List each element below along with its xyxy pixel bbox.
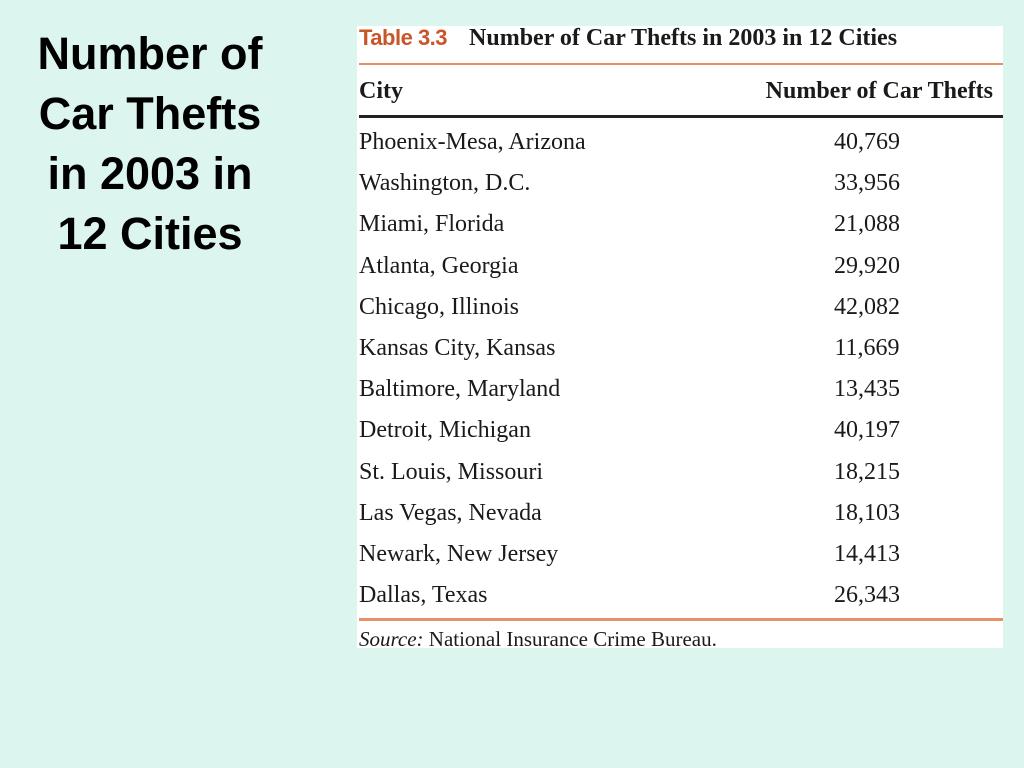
city-cell: Washington, D.C.	[359, 170, 531, 197]
table-image	[357, 26, 1003, 648]
count-cell: 13,435	[834, 376, 900, 403]
count-cell: 18,103	[834, 499, 900, 526]
city-cell: Las Vegas, Nevada	[359, 499, 542, 526]
table-row	[359, 209, 1003, 250]
slide-title-line: Car Thefts	[38, 88, 262, 139]
table-row	[359, 333, 1003, 374]
table-row	[359, 168, 1003, 209]
count-cell: 14,413	[834, 540, 900, 567]
count-cell: 11,669	[834, 334, 900, 361]
count-cell: 26,343	[834, 582, 900, 609]
column-header-count: Number of Car Thefts	[765, 78, 993, 104]
caption-divider	[359, 63, 1003, 65]
table-header	[359, 76, 993, 108]
source-label: Source:	[359, 627, 424, 648]
city-cell: Phoenix-Mesa, Arizona	[359, 129, 586, 155]
slide-title-line: Number of	[37, 28, 263, 79]
count-cell: 40,769	[834, 129, 900, 155]
table-title: Number of Car Thefts in 2003 in 12 Cities	[469, 26, 898, 51]
city-cell: Newark, New Jersey	[359, 540, 559, 567]
city-cell: Baltimore, Maryland	[359, 376, 561, 403]
slide-title-line: 12 Cities	[57, 208, 243, 259]
count-cell: 33,956	[834, 170, 900, 197]
table-row	[359, 498, 1003, 539]
footer-divider	[359, 618, 1003, 621]
count-cell: 21,088	[834, 211, 900, 238]
table-row	[359, 374, 1003, 415]
table-label: Table 3.3	[359, 26, 448, 50]
count-cell: 29,920	[834, 252, 900, 279]
city-cell: Dallas, Texas	[359, 582, 488, 609]
slide-title	[0, 24, 300, 264]
table-row	[359, 292, 1003, 333]
slide-title-line: in 2003 in	[47, 148, 253, 199]
table-row	[359, 415, 1003, 456]
table-row	[359, 127, 1003, 168]
source-text: National Insurance Crime Bureau.	[428, 627, 717, 648]
count-cell: 42,082	[834, 293, 900, 320]
table-source	[359, 626, 717, 648]
city-cell: Miami, Florida	[359, 211, 505, 238]
table-row	[359, 580, 1003, 621]
city-cell: Kansas City, Kansas	[359, 334, 556, 361]
count-cell: 18,215	[834, 458, 900, 485]
table-body	[359, 127, 1003, 621]
table-row	[359, 539, 1003, 580]
city-cell: St. Louis, Missouri	[359, 458, 544, 485]
table-row	[359, 251, 1003, 292]
column-header-city: City	[359, 78, 403, 104]
header-divider	[359, 115, 1003, 118]
city-cell: Detroit, Michigan	[359, 417, 531, 444]
count-cell: 40,197	[834, 417, 900, 444]
table-caption	[359, 26, 897, 62]
table-row	[359, 457, 1003, 498]
city-cell: Chicago, Illinois	[359, 293, 519, 320]
city-cell: Atlanta, Georgia	[359, 252, 519, 279]
